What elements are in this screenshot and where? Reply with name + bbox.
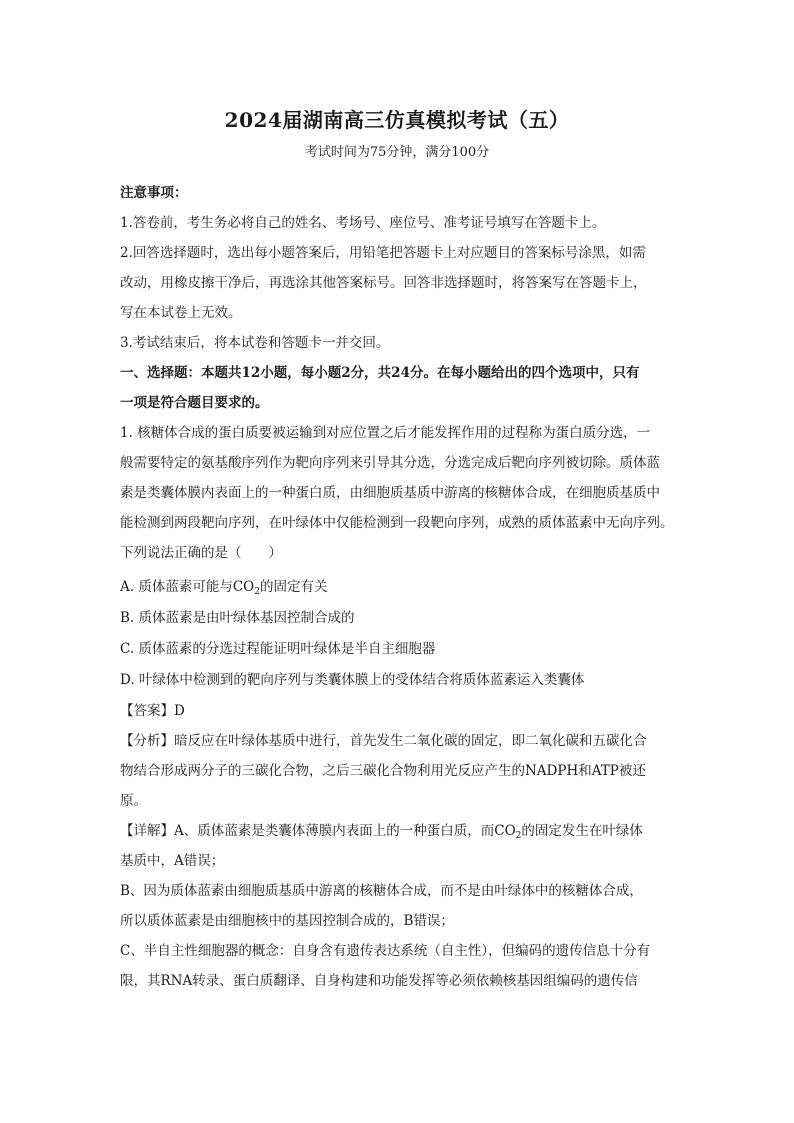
notice-heading: 注意事项： [120, 185, 188, 201]
notice-item-1: 1.答卷前，考生务必将自己的姓名、考场号、座位号、准考证号填写在答题卡上。 [120, 215, 606, 231]
option-b: B. 质体蓝素是由叶绿体基因控制合成的 [120, 610, 355, 626]
detail-line-1-text: 【详解】A、质体蓝素是类囊体薄膜内表面上的一种蛋白质，而CO [120, 823, 516, 839]
option-a-subscript: 2 [254, 587, 260, 597]
section-heading-line-1: 一、选择题：本题共12小题，每小题2分，共24分。在每小题给出的四个选项中，只有 [120, 365, 640, 381]
analysis-line-1: 【分析】暗反应在叶绿体基质中进行，首先发生二氧化碳的固定，即二氧化碳和五碳化合 [120, 733, 647, 749]
exam-time-note: 考试时间为75分钟，满分100分 [304, 145, 490, 160]
detail-line-1 [120, 816, 674, 846]
detail-c-line-2: 限，其RNA转录、蛋白质翻译、自身构建和功能发挥等必须依赖核基因组编码的遗传信 [120, 973, 638, 989]
notice-item-2-line-1: 2.回答选择题时，选出每小题答案后，用铅笔把答题卡上对应题目的答案标号涂黑，如需 [120, 245, 646, 261]
option-a-text: A. 质体蓝素可能与CO [120, 579, 255, 595]
question-stem-line-5: 下列说法正确的是（ ） [120, 545, 282, 561]
analysis-line-3: 原。 [120, 793, 147, 809]
notice-item-3: 3.考试结束后，将本试卷和答题卡一并交回。 [120, 335, 390, 351]
question-stem-line-2: 般需要特定的氨基酸序列作为靶向序列来引导其分选，分选完成后靶向序列被切除。质体蓝 [120, 455, 660, 471]
detail-subscript: 2 [515, 831, 522, 841]
detail-line-2: 基质中，A错误； [120, 853, 225, 869]
notice-item-2-line-3: 写在本试卷上无效。 [120, 305, 242, 321]
detail-b-line-1: B、因为质体蓝素由细胞质基质中游离的核糖体合成，而不是由叶绿体中的核糖体合成， [120, 883, 643, 899]
question-stem-line-1: 1. 核糖体合成的蛋白质要被运输到对应位置之后才能发挥作用的过程称为蛋白质分选，一 [120, 425, 651, 441]
option-a [120, 572, 674, 603]
section-heading-line-2: 一项是符合题目要求的。 [120, 395, 269, 411]
question-stem-line-4: 能检测到两段靶向序列，在叶绿体中仅能检测到一段靶向序列，成熟的质体蓝素中无向序列。 [120, 515, 674, 531]
detail-line-1-text-end: 的固定发生在叶绿体 [521, 823, 643, 839]
question-stem-line-3: 素是类囊体膜内表面上的一种蛋白质，由细胞质基质中游离的核糖体合成，在细胞质基质中 [120, 485, 660, 501]
detail-b-line-2: 所以质体蓝素是由细胞核中的基因控制合成的，B错误； [120, 913, 454, 929]
notice-item-2-line-2: 改动，用橡皮擦干净后，再选涂其他答案标号。回答非选择题时，将答案写在答题卡上， [120, 275, 647, 291]
analysis-line-2: 物结合形成两分子的三碳化合物，之后三碳化合物利用光反应产生的NADPH和ATP被还 [120, 763, 646, 779]
option-a-text-end: 的固定有关 [259, 579, 328, 595]
answer-line: 【答案】D [120, 703, 185, 719]
detail-c-line-1: C、半自主性细胞器的概念：自身含有遗传表达系统（自主性），但编码的遗传信息十分有 [120, 943, 651, 959]
option-d: D. 叶绿体中检测到的靶向序列与类囊体膜上的受体结合将质体蓝素运入类囊体 [120, 672, 585, 688]
page-title: 2024届湖南高三仿真模拟考试（五） [224, 108, 570, 132]
option-c: C. 质体蓝素的分选过程能证明叶绿体是半自主细胞器 [120, 641, 436, 657]
